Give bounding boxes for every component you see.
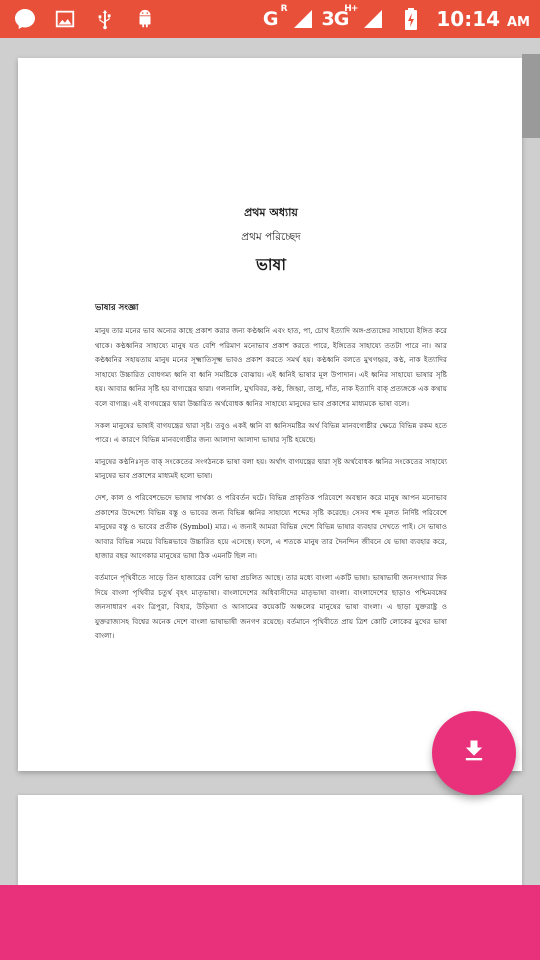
network-3g-label: 3G H+ <box>321 4 358 30</box>
bottom-bar <box>0 885 540 960</box>
chapter-heading: প্রথম অধ্যায় <box>244 206 298 219</box>
image-icon <box>52 6 78 32</box>
next-document-page[interactable] <box>18 795 522 885</box>
paragraph: দেশ, কাল ও পরিবেশভেদে ভাষার পার্থক্য ও পরিবর্তন ঘটে। বিভিন্ন প্রাকৃতিক পরিবেশে অবস্থান করে মানুষ আপন মনোভাব প্রকাশের উদ্দেশ্যে বিভিন্ন বস্তু ও ভাবের জন্য বিভিন্ন ধ্বনির সাহায্যে শব্দের সৃষ্টি করেছে। সেসব শব্দ মূলত নির্দিষ্ট পরিবেশে মানুষের বস্তু ও ভাবের প্রতীক (Symbol) মাত্র। এ জন্যই আমরা বিভিন্ন দেশে বিভিন্ন ভাষার ব্যবহার দেখতে পাই। সে ভাষাও আবার বিভিন্ন সময়ে বিভিন্নভাবে উচ্চারিত হয়ে এসেছে। ফলে, এ শতকে মানুষ তার দৈনন্দিন জীবনে যে ভাষা ব্যবহার করে, হাজার বছর আগেকার মানুষের ভাষা ঠিক এমনটি ছিল না। <box>95 492 447 561</box>
signal-icon <box>290 6 316 32</box>
network-type-label: G R <box>262 4 287 30</box>
paragraph: সকল মানুষের ভাষাই বাগযন্ত্রের দ্বারা সৃষ্ট। তবুও একই ধ্বনি বা ধ্বনিসমষ্টির অর্থ বিভিন্ন মানবগোষ্ঠীর ক্ষেত্রে বিভিন্ন রকম হতে পারে। এ কারণে বিভিন্ন মানবগোষ্ঠীর জন্য আলাদা আলাদা ভাষার সৃষ্টি হয়েছে। <box>95 420 447 445</box>
paragraph: বর্তমানে পৃথিবীতে সাড়ে তিন হাজারের বেশি ভাষা প্রচলিত আছে। তার মধ্যে বাংলা একটি ভাষা। ভাষাভাষী জনসংখ্যার দিক দিয়ে বাংলা পৃথিবীর চতুর্থ বৃহৎ মাতৃভাষা। বাংলাদেশের অধিবাসীদের মাতৃভাষা বাংলা। বাংলাদেশের ছাড়াও পশ্চিমবঙ্গের জনসাধারণ এবং ত্রিপুরা, বিহার, উড়িষ্যা ও আসামের কয়েকটি অঞ্চলের মানুষের ভাষা বাংলা। এ ছাড়া যুক্তরাষ্ট্র ও যুক্তরাজ্যসহ বিশ্বের অনেক দেশে বাংলা ভাষাভাষী জনগণ রয়েছে। বর্তমানে পৃথিবীতে প্রায় ত্রিশ কোটি লোকের মুখের ভাষা বাংলা। <box>95 572 448 641</box>
clock: 10:14 AM <box>436 7 530 31</box>
paragraph: মানুষ তার মনের ভাব অন্যের কাছে প্রকাশ করার জন্য কণ্ঠধ্বনি এবং হাত, পা, চোখ ইত্যাদি অঙ্গ-প্রত্যঙ্গের সাহায্যে ইঙ্গিত করে থাকে। কণ্ঠধ্বনির সাহায্যে মানুষ যত বেশি পরিমাণ মনোভাব প্রকাশ করতে পারে, ইঙ্গিতের সাহায্যে ততটা পারে না। আর কণ্ঠধ্বনির সহায়তায় মানুষ মনের সূক্ষ্মাতিসূক্ষ্ম ভাবও প্রকাশ করতে সমর্থ হয়। কণ্ঠধ্বনি বলতে মুখগহ্বর, কণ্ঠ, নাক ইত্যাদির সাহায্যে উচ্চারিত বোধগম্য ধ্বনি বা ধ্বনি সমষ্টিকে বোঝায়। এই ধ্বনিই ভাষার মূল উপাদান। এই ধ্বনির সাহায্যে ভাষার সৃষ্টি হয়। আবার ধ্বনির সৃষ্টি হয় বাগ্যন্ত্রের দ্বারা। গলনালি, মুখবিবর, কণ্ঠ, জিহ্বা, তালু, দাঁত, নাক ইত্যাদি বাক্ প্রত্যঙ্গকে এক কথায় বলে বাগ্যন্ত্র। এই বাগযন্ত্রের দ্বারা উচ্চারিত অর্থবোধক ধ্বনির সাহায্যে মানুষের ভাব প্রকাশের মাধ্যমকে ভাষা বলে। <box>95 326 447 408</box>
page-title: ভাষা <box>255 255 287 274</box>
battery-charging-icon <box>398 6 424 32</box>
page-content <box>95 204 447 651</box>
scrollbar-thumb[interactable] <box>522 54 540 138</box>
status-bar <box>0 0 540 38</box>
usb-icon <box>92 6 118 32</box>
paragraph: মানুষের কণ্ঠনিঃসৃত বাক্ সংকেতের সংগঠনকে ভাষা বলা হয়। অর্থাৎ বাগযন্ত্রের দ্বারা সৃষ্ট অর্থবোধক ধ্বনির সংকেতের সাহায্যে মানুষের ভাব প্রকাশের মাধ্যমই হলো ভাষা। <box>95 456 447 481</box>
subheading: ভাষার সংজ্ঞা <box>95 303 139 313</box>
messenger-icon <box>12 6 38 32</box>
download-icon <box>460 737 488 769</box>
section-heading: প্রথম পরিচ্ছেদ <box>241 231 301 243</box>
document-page[interactable] <box>18 58 522 771</box>
download-button[interactable] <box>432 711 516 795</box>
android-icon <box>132 6 158 32</box>
signal-icon <box>360 6 386 32</box>
